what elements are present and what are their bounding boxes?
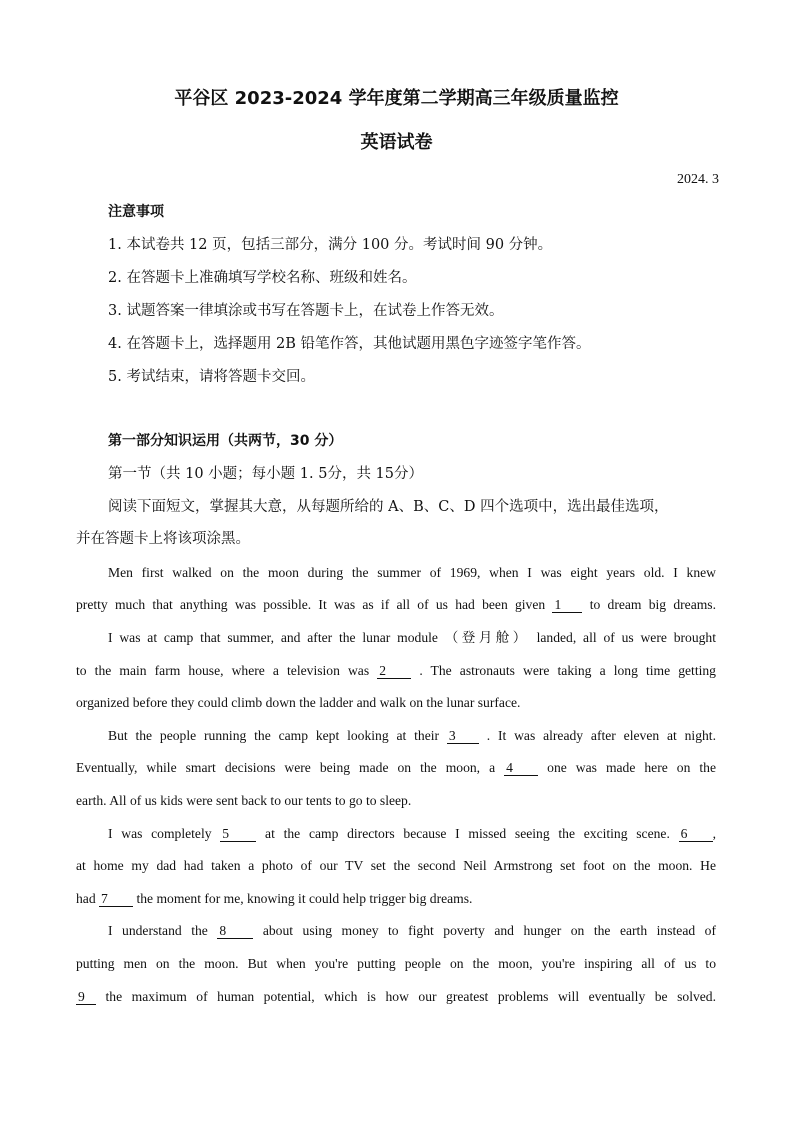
blank-8: 8 [217,923,253,939]
part1-heading: 第一部分知识运用（共两节，30 分） [108,433,343,449]
blank-4: 4 [504,760,538,776]
notice-item: 5. 考试结束，请将答题卡交回。 [108,369,315,385]
section-heading: 第一节（共 10 小题；每小题 1. 5分，共 15分） [108,466,424,482]
passage-text: , [712,826,717,841]
passage-text: Eventually, while smart decisions were being made on the moon, a [76,760,496,775]
exam-subtitle: 英语试卷 [360,132,433,153]
blank-6: 6 [679,826,713,842]
notice-item: 3. 试题答案一律填涂或书写在答题卡上，在试卷上作答无效。 [108,303,504,319]
passage-text: . It was already after eleven at night. [486,728,716,743]
passage-text: at the camp directors because I missed seeing the exciting scene. [265,826,670,841]
notice-item: 4. 在答题卡上，选择题用 2B 铅笔作答，其他试题用黑色字迹签字笔作答。 [108,336,591,352]
passage-line [76,890,716,908]
exam-title: 平谷区 2023-2024 学年度第二学期高三年级质量监控 [174,88,619,109]
passage-text: I understand the [108,923,208,938]
passage-line [76,988,716,1006]
passage-line: putting men on the moon. But when you're putting people on the moon, you're inspiring all of us to [76,956,716,971]
blank-1: 1 [552,597,582,613]
instruction-line: 并在答题卡上将该项涂黑。 [76,531,250,547]
blank-7: 7 [99,891,133,907]
passage-line: Men first walked on the moon during the summer of 1969, when I was eight years old. I knew [108,565,716,580]
passage-line [108,922,716,940]
blank-2: 2 [377,663,411,679]
passage-line [76,662,716,680]
passage-text: one was made here on the [547,760,716,775]
passage-line: earth. All of us kids were sent back to our tents to go to sleep. [76,793,412,808]
blank-9: 9 [76,989,96,1005]
notice-heading: 注意事项 [108,204,164,220]
passage-text: to dream big dreams. [589,597,716,612]
instruction-line: 阅读下面短文，掌握其大意，从每题所给的 A、B、C、D 四个选项中，选出最佳选项， [108,499,669,515]
passage-line [108,825,716,843]
passage-text: the moment for me, knowing it could help trigger big dreams. [136,891,473,906]
passage-text: the maximum of human potential, which is how our greatest problems will eventually be solved. [105,989,716,1004]
notice-item: 1. 本试卷共 12 页，包括三部分，满分 100 分。考试时间 90 分钟。 [108,237,553,253]
passage-text: about using money to fight poverty and hunger on the earth instead of [262,923,716,938]
passage-text: I was completely [108,826,212,841]
blank-3: 3 [447,728,479,744]
passage-line [76,596,716,614]
passage-text: But the people running the camp kept looking at their [108,728,440,743]
passage-line [108,727,716,745]
passage-line: organized before they could climb down the ladder and walk on the lunar surface. [76,695,521,710]
exam-date: 2024. 3 [677,172,719,187]
passage-text: pretty much that anything was possible. It was as if all of us had been given [76,597,546,612]
passage-text: . The astronauts were taking a long time getting [419,663,716,678]
passage-line: at home my dad had taken a photo of our TV set the second Neil Armstrong set foot on the moon. He [76,858,716,873]
passage-text: to the main farm house, where a television was [76,663,370,678]
notice-item: 2. 在答题卡上准确填写学校名称、班级和姓名。 [108,270,417,286]
passage-line [76,759,716,777]
passage-text: had [76,891,96,906]
passage-line: I was at camp that summer, and after the lunar module （登月舱） landed, all of us were brought [108,630,716,645]
blank-5: 5 [220,826,256,842]
